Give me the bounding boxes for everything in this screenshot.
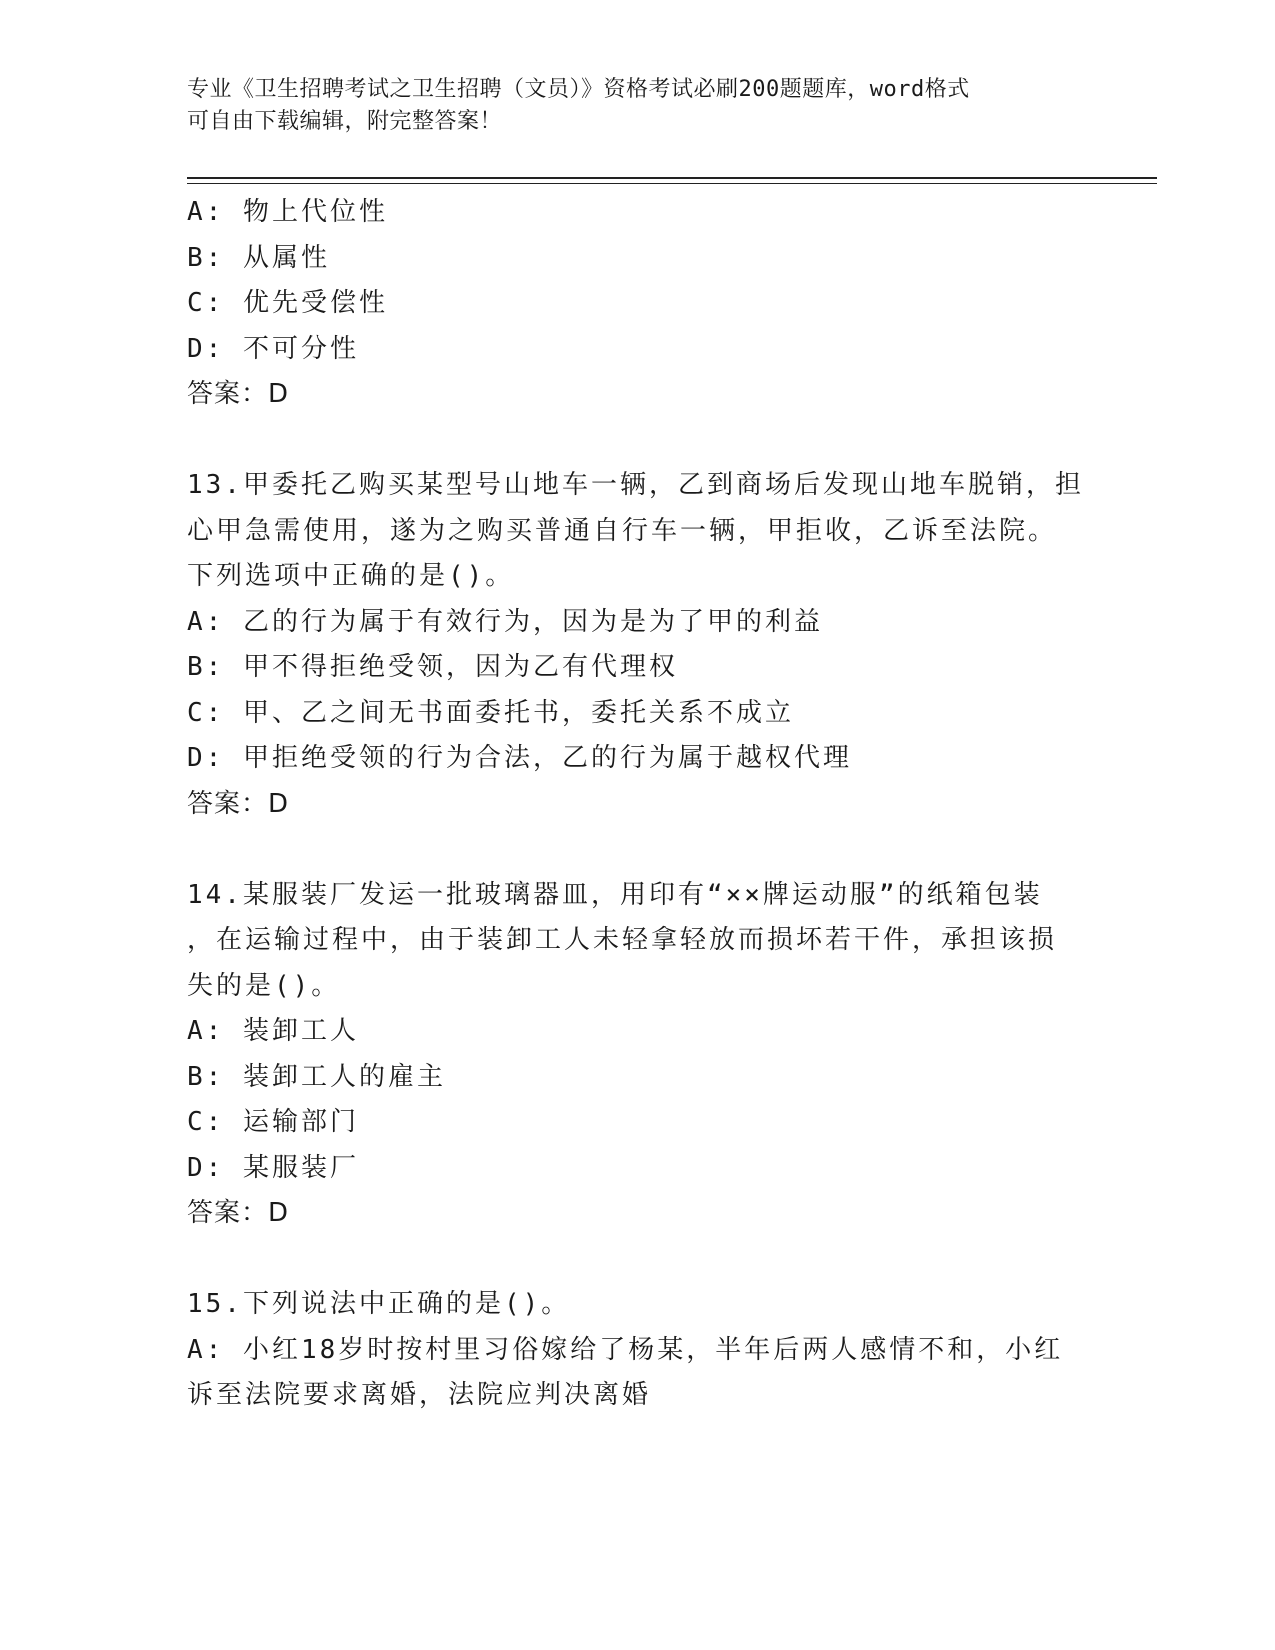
- option-a: A: 物上代位性: [187, 197, 388, 227]
- question-stem-line: 13.甲委托乙购买某型号山地车一辆，乙到商场后发现山地车脱销，担: [187, 470, 1084, 500]
- question-13: [187, 463, 1087, 827]
- header-divider-thick: [187, 177, 1157, 179]
- question-15: [187, 1282, 1087, 1419]
- option-a: A: 乙的行为属于有效行为，因为是为了甲的利益: [187, 606, 823, 637]
- header-line-2: 可自由下载编辑，附完整答案！: [187, 109, 503, 134]
- spacer: [187, 1237, 1087, 1283]
- question-stem-line: 失的是()。: [187, 970, 341, 1001]
- option-a: A: 装卸工人: [187, 1016, 359, 1046]
- document-header: [187, 74, 1067, 138]
- header-divider-thin: [187, 183, 1157, 184]
- option-c: C: 甲、乙之间无书面委托书，委托关系不成立: [187, 697, 794, 728]
- header-line-1: 专业《卫生招聘考试之卫生招聘（文员）》资格考试必刷200题题库，word格式: [187, 77, 970, 102]
- question-stem-line: ，在运输过程中，由于装卸工人未轻拿轻放而损坏若干件，承担该损: [187, 925, 1058, 955]
- option-a: A: 小红18岁时按村里习俗嫁给了杨某，半年后两人感情不和，小红: [187, 1334, 1064, 1365]
- question-stem-line: 14.某服装厂发运一批玻璃器皿，用印有“××牌运动服”的纸箱包装: [187, 879, 1043, 910]
- option-d: D: 不可分性: [187, 333, 359, 364]
- option-a-continued: 诉至法院要求离婚，法院应判决离婚: [187, 1380, 652, 1410]
- question-14: [187, 873, 1087, 1237]
- option-b: B: 装卸工人的雇主: [187, 1061, 446, 1092]
- option-d: D: 某服装厂: [187, 1152, 359, 1183]
- option-b: B: 从属性: [187, 242, 330, 273]
- question-12-tail: [187, 190, 1087, 418]
- answer: 答案：D: [187, 1198, 290, 1228]
- spacer: [187, 827, 1087, 873]
- option-b: B: 甲不得拒绝受领，因为乙有代理权: [187, 652, 678, 682]
- spacer: [187, 418, 1087, 464]
- answer: 答案：D: [187, 379, 290, 409]
- question-stem-line: 下列选项中正确的是()。: [187, 561, 515, 591]
- question-stem-line: 15.下列说法中正确的是()。: [187, 1289, 571, 1319]
- answer: 答案：D: [187, 788, 290, 819]
- option-d: D: 甲拒绝受领的行为合法，乙的行为属于越权代理: [187, 743, 852, 773]
- question-list: [187, 190, 1087, 1419]
- option-c: C: 运输部门: [187, 1107, 359, 1137]
- option-c: C: 优先受偿性: [187, 288, 388, 318]
- question-stem-line: 心甲急需使用，遂为之购买普通自行车一辆，甲拒收，乙诉至法院。: [187, 515, 1058, 546]
